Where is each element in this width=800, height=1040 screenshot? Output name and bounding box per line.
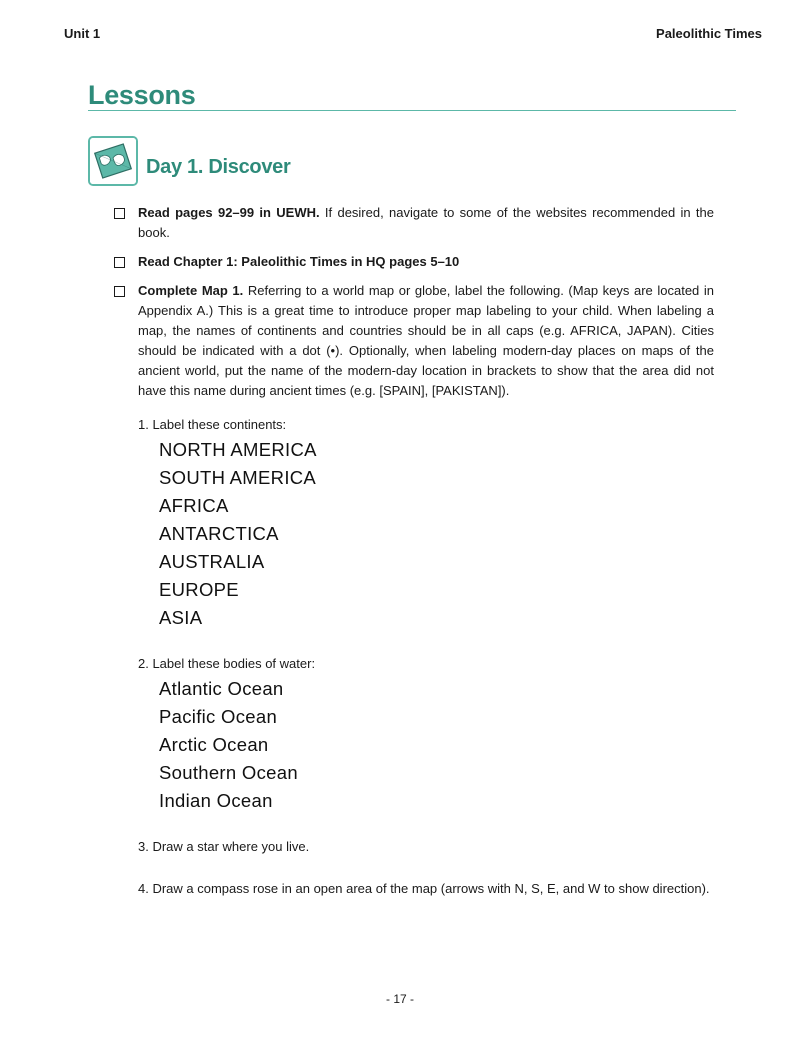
continent-list [159, 436, 317, 632]
task-heading: Complete Map 1. [138, 283, 244, 298]
task-item [114, 281, 714, 401]
task-item [114, 203, 714, 243]
continent-item: NORTH AMERICA [159, 439, 317, 460]
water-body-item: Southern Ocean [159, 762, 298, 783]
water-body-item: Atlantic Ocean [159, 678, 284, 699]
checkbox[interactable] [114, 208, 125, 219]
step-1-label: 1. Label these continents: [138, 417, 287, 432]
continent-item: AUSTRALIA [159, 551, 265, 572]
section-title: Lessons [88, 80, 196, 110]
task-heading: Read Chapter 1: Paleolithic Times in HQ pages 5–10 [138, 254, 460, 269]
running-header-unit: Unit 1 [64, 26, 101, 41]
task-text: If desired, navigate to some of the websites recommended in the book. [138, 205, 715, 240]
water-body-item: Arctic Ocean [159, 734, 269, 755]
day-title: Day 1. Discover [146, 156, 291, 178]
task-heading: Read pages 92–99 in UEWH. [138, 205, 320, 220]
task-item [114, 252, 714, 272]
step-2-label: 2. Label these bodies of water: [138, 656, 316, 671]
section-divider [88, 110, 736, 111]
water-body-item: Pacific Ocean [159, 706, 278, 727]
step-4-label: 4. Draw a compass rose in an open area of the map (arrows with N, S, E, and W to show direction). [138, 881, 710, 896]
water-body-item: Indian Ocean [159, 790, 273, 811]
step-3-label: 3. Draw a star where you live. [138, 839, 310, 854]
continent-item: SOUTH AMERICA [159, 467, 317, 488]
map-icon [88, 136, 138, 186]
continent-item: ANTARCTICA [159, 523, 279, 544]
running-header-title: Paleolithic Times [656, 26, 762, 41]
page-number: - 17 - [385, 992, 414, 1006]
checkbox[interactable] [114, 286, 125, 297]
checkbox[interactable] [114, 257, 125, 268]
continent-item: EUROPE [159, 579, 239, 600]
continent-item: ASIA [159, 607, 203, 628]
continent-item: AFRICA [159, 495, 229, 516]
task-text: Referring to a world map or globe, label the following. (Map keys are located in Appendix A.) This is a great time to introduce proper map labeling to your child. When labeling a map, the names of continents and countries should be in all caps (e.g. AFRICA, JAPAN). Cities should be indicated with a dot (•). Optionally, when labeling modern-day places on maps of the ancient world, put the name of the modern-day location in brackets to show that the area did not have this name during ancient times (e.g. [SPAIN], [PAKISTAN]). [138, 283, 714, 398]
water-body-list [159, 675, 298, 815]
task-list [114, 203, 714, 410]
